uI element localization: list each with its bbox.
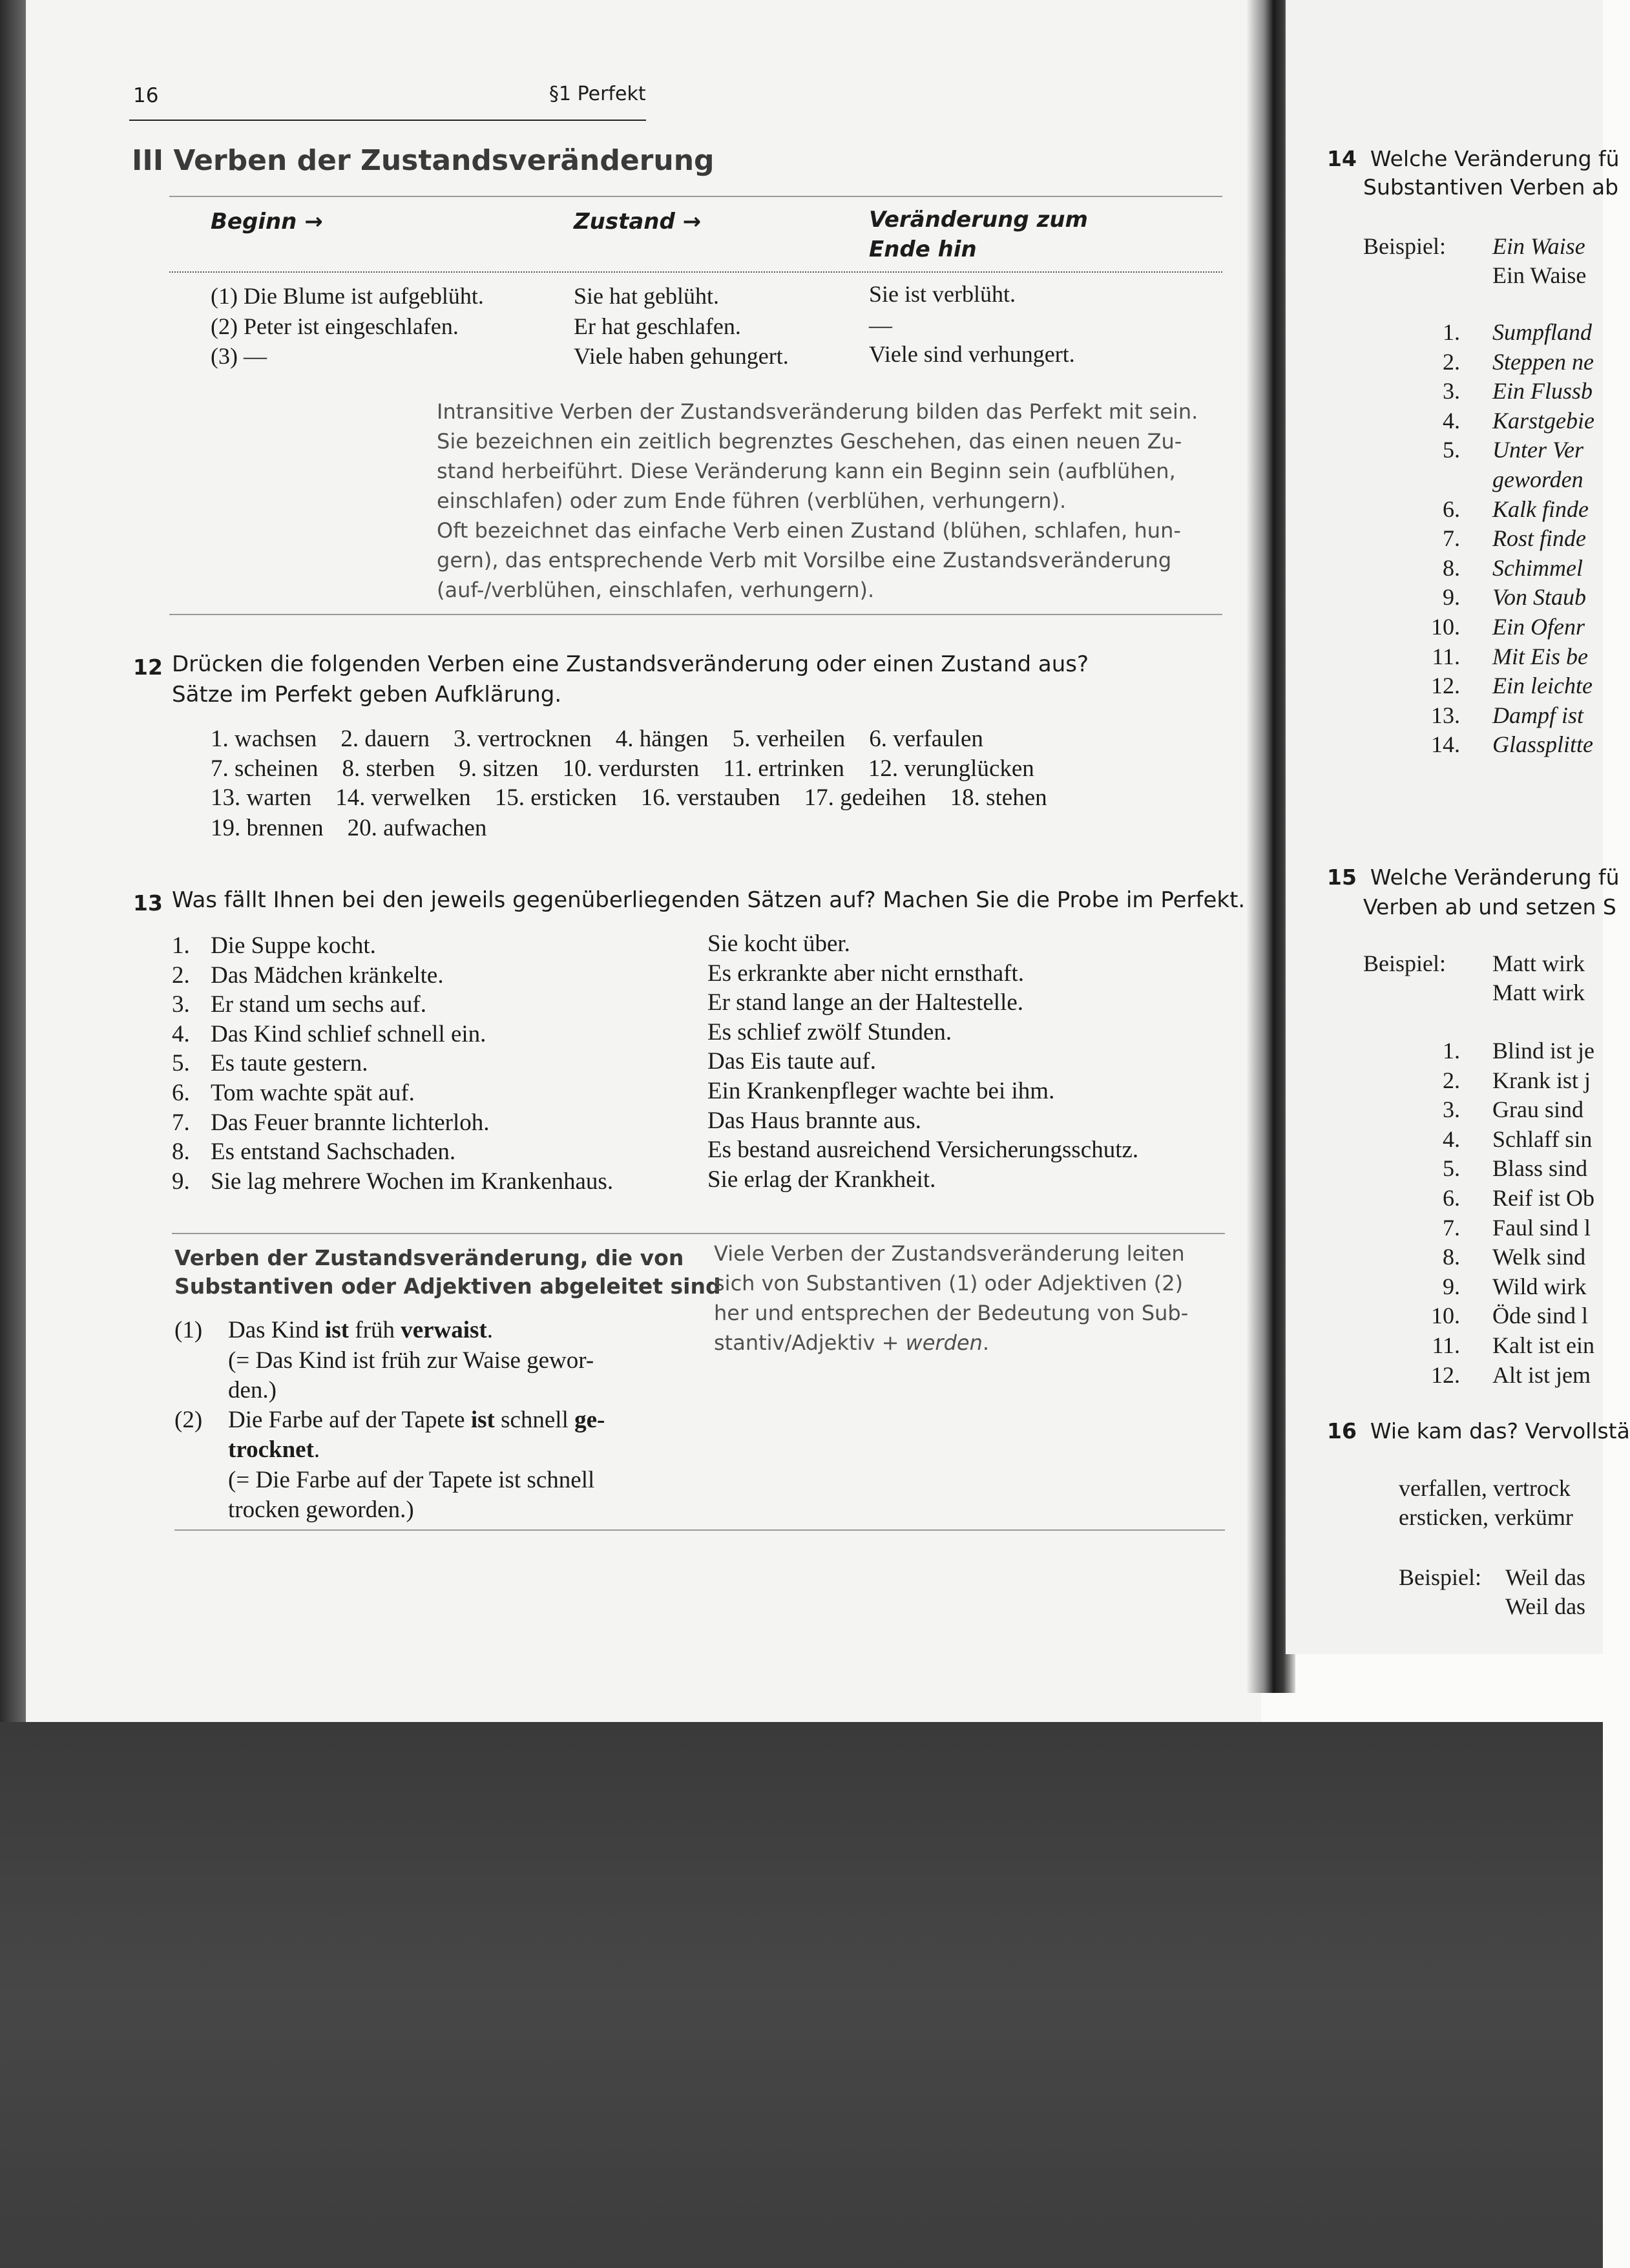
item-number: 11.	[1432, 644, 1460, 669]
exercise-instruction: Was fällt Ihnen bei den jeweils gegenüberliegenden Sätzen auf? Machen Sie die Probe im Perfekt.	[172, 887, 1246, 913]
exercise-number: 14	[1327, 146, 1357, 171]
word-list: verfallen, vertrock	[1399, 1475, 1571, 1501]
example-gloss: (= Das Kind ist früh zur Waise gewor-	[228, 1347, 594, 1374]
example-number: (2)	[174, 1407, 203, 1433]
item-number: 9.	[1443, 1274, 1460, 1299]
beispiel-label: Beispiel:	[1363, 950, 1446, 976]
item-number: 4.	[1443, 1126, 1460, 1152]
item-number: 8.	[172, 1139, 190, 1165]
item-number: 9.	[172, 1168, 190, 1195]
list-item: Sumpfland	[1492, 319, 1593, 345]
exercise-instruction: Substantiven Verben ab	[1363, 174, 1619, 200]
list-item: Krank ist j	[1492, 1067, 1591, 1093]
list-item: Öde sind l	[1492, 1303, 1588, 1328]
beispiel-text: Matt wirk	[1492, 950, 1585, 976]
right-sentence: Er stand lange an der Haltestelle.	[707, 989, 1024, 1016]
exercise-15-heading	[1327, 865, 1620, 890]
note-line: Sie bezeichnen ein zeitlich begrenztes Geschehen, das einen neuen Zu-	[437, 429, 1182, 454]
item-number: 13.	[1431, 702, 1460, 728]
item-number: 2.	[172, 962, 190, 989]
item-number: 2.	[1443, 349, 1460, 375]
left-sentence: Tom wachte spät auf.	[211, 1080, 415, 1106]
exercise-instruction: Welche Veränderung fü	[1370, 146, 1620, 171]
item-number: 12.	[1431, 1362, 1460, 1388]
list-item: Ein Ofenr	[1492, 614, 1585, 640]
item-number: 6.	[1443, 496, 1460, 522]
list-item: Ein Flussb	[1492, 378, 1593, 404]
box-bottom-rule	[174, 1529, 1225, 1531]
item-number: 1.	[1443, 319, 1460, 345]
exercise-instruction: Verben ab und setzen S	[1363, 894, 1616, 919]
table-cell: Er hat geschlafen.	[574, 313, 741, 339]
right-sentence: Das Eis taute auf.	[707, 1048, 876, 1075]
list-item: Reif ist Ob	[1492, 1185, 1594, 1211]
beispiel-label: Beispiel:	[1363, 233, 1446, 259]
item-number: 7.	[1443, 525, 1460, 551]
right-sentence: Es schlief zwölf Stunden.	[707, 1019, 952, 1045]
running-title: §1 Perfekt	[549, 83, 646, 105]
left-sentence: Es taute gestern.	[211, 1050, 368, 1076]
text-run-bold: ge-	[574, 1407, 605, 1433]
item-number: 1.	[172, 932, 190, 959]
item-number: 4.	[1443, 408, 1460, 434]
box-note-line: stantiv/Adjektiv + werden.	[714, 1330, 990, 1355]
exercise-instruction: Welche Veränderung fü	[1370, 865, 1620, 890]
item-number: 10.	[1431, 614, 1460, 640]
item-number: 6.	[172, 1080, 190, 1106]
note-line: Oft bezeichnet das einfache Verb einen Zustand (blühen, schlafen, hun-	[437, 518, 1181, 543]
note-line: stand herbeiführt. Diese Veränderung kann ein Beginn sein (aufblühen,	[437, 459, 1176, 483]
item-number: 3.	[172, 991, 190, 1018]
list-item: Glassplitte	[1492, 731, 1594, 757]
note-line: (auf-/verblühen, einschlafen, verhungern).	[437, 578, 875, 602]
table-cell: Viele sind verhungert.	[869, 341, 1075, 367]
list-item: Welk sind	[1492, 1244, 1586, 1270]
exercise-instruction: Sätze im Perfekt geben Aufklärung.	[172, 682, 562, 708]
item-number: 3.	[1443, 1097, 1460, 1122]
table-cell: (3) —	[211, 343, 267, 369]
left-sentence: Das Kind schlief schnell ein.	[211, 1021, 486, 1047]
list-item: Mit Eis be	[1492, 644, 1588, 669]
right-sentence: Es bestand ausreichend Versicherungsschutz.	[707, 1137, 1139, 1163]
text-run: schnell	[494, 1407, 575, 1433]
header-rule	[129, 120, 646, 121]
item-number: 1.	[1443, 1038, 1460, 1064]
example-sentence-cont	[228, 1436, 320, 1464]
list-item: Schlaff sin	[1492, 1126, 1593, 1152]
verb-list-line: 1. wachsen 2. dauern 3. vertrocknen 4. hängen 5. verheilen 6. verfaulen	[211, 726, 983, 752]
text-run: .	[313, 1436, 320, 1463]
left-sentence: Sie lag mehrere Wochen im Krankenhaus.	[211, 1168, 614, 1195]
list-item: Ein leichte	[1492, 673, 1593, 698]
box-top-rule	[172, 1233, 1225, 1234]
right-sentence: Ein Krankenpfleger wachte bei ihm.	[707, 1078, 1055, 1104]
exercise-number: 16	[1327, 1418, 1357, 1444]
beispiel-text: Weil das	[1505, 1564, 1586, 1590]
left-sentence: Die Suppe kocht.	[211, 932, 376, 959]
box-note-line: Viele Verben der Zustandsveränderung leiten	[714, 1241, 1185, 1266]
example-sentence	[228, 1316, 493, 1344]
text-run: früh	[349, 1317, 401, 1343]
header-beginn: Beginn →	[211, 209, 323, 235]
verb-list-line: 13. warten 14. verwelken 15. ersticken 16. verstauben 17. gedeihen 18. stehen	[211, 784, 1047, 811]
list-item: Karstgebie	[1492, 408, 1594, 434]
note-line: Intransitive Verben der Zustandsveränderung bilden das Perfekt mit sein.	[437, 399, 1198, 424]
verb-list-line: 7. scheinen 8. sterben 9. sitzen 10. verdursten 11. ertrinken 12. verunglücken	[211, 755, 1034, 782]
right-sentence: Sie kocht über.	[707, 930, 850, 957]
note-rule	[169, 614, 1222, 615]
scanner-background	[0, 1722, 1603, 2268]
beispiel-text: Matt wirk	[1492, 980, 1585, 1005]
list-item: Von Staub	[1492, 584, 1587, 610]
list-item: Rost finde	[1492, 525, 1586, 551]
item-number: 10.	[1431, 1303, 1460, 1328]
text-run-bold: verwaist	[401, 1317, 487, 1343]
right-sentence: Das Haus brannte aus.	[707, 1108, 921, 1134]
text-run-bold: ist	[325, 1317, 350, 1343]
verb-list-line: 19. brennen 20. aufwachen	[211, 815, 487, 841]
note-line: gern), das entsprechende Verb mit Vorsilbe eine Zustandsveränderung	[437, 548, 1172, 572]
list-item: Alt ist jem	[1492, 1362, 1591, 1388]
list-item: Wild wirk	[1492, 1274, 1587, 1299]
item-number: 5.	[172, 1050, 190, 1076]
table-cell: Viele haben gehungert.	[574, 343, 789, 369]
header-ende-hin: Ende hin	[869, 236, 977, 262]
page-number: 16	[133, 84, 159, 107]
word-list: ersticken, verkümr	[1399, 1504, 1573, 1530]
list-item: Kalt ist ein	[1492, 1332, 1594, 1358]
table-cell: (1) Die Blume ist aufgeblüht.	[211, 283, 484, 309]
header-veraenderung: Veränderung zum	[869, 207, 1088, 233]
list-item: Unter Ver	[1492, 437, 1583, 463]
item-number: 12.	[1431, 673, 1460, 698]
box-heading: Substantiven oder Adjektiven abgeleitet sind	[174, 1274, 721, 1299]
list-item: geworden	[1492, 467, 1583, 492]
item-number: 14.	[1431, 731, 1460, 757]
exercise-instruction: Drücken die folgenden Verben eine Zustandsveränderung oder einen Zustand aus?	[172, 651, 1089, 677]
right-sentence: Es erkrankte aber nicht ernsthaft.	[707, 960, 1025, 987]
item-number: 6.	[1443, 1185, 1460, 1211]
item-number: 7.	[1443, 1215, 1460, 1241]
box-note-line: her und entsprechen der Bedeutung von Sub-	[714, 1301, 1189, 1325]
item-number: 7.	[172, 1109, 190, 1136]
table-cell: —	[869, 312, 892, 338]
beispiel-label: Beispiel:	[1399, 1564, 1481, 1590]
section-title: III Verben der Zustandsveränderung	[132, 144, 715, 177]
exercise-16-heading	[1327, 1418, 1630, 1444]
text-run: Die Farbe auf der Tapete	[228, 1407, 471, 1433]
list-item: Kalk finde	[1492, 496, 1589, 522]
right-page	[1286, 0, 1630, 1654]
example-sentence	[228, 1406, 605, 1434]
text-run: Das Kind	[228, 1317, 326, 1343]
item-number: 5.	[1443, 1155, 1460, 1181]
item-number: 3.	[1443, 378, 1460, 404]
table-cell: Sie hat geblüht.	[574, 283, 719, 309]
example-number: (1)	[174, 1317, 203, 1343]
text-run-bold: ist	[470, 1407, 495, 1433]
list-item: Schimmel	[1492, 555, 1583, 581]
table-cell: (2) Peter ist eingeschlafen.	[211, 313, 459, 339]
exercise-number: 15	[1327, 865, 1357, 890]
item-number: 9.	[1443, 584, 1460, 610]
exercise-instruction: Wie kam das? Vervollstä	[1370, 1418, 1630, 1444]
list-item: Blass sind	[1492, 1155, 1588, 1181]
item-number: 8.	[1443, 1244, 1460, 1270]
text-run: .	[486, 1317, 494, 1343]
item-number: 5.	[1443, 437, 1460, 463]
left-sentence: Das Feuer brannte lichterloh.	[211, 1109, 490, 1136]
exercise-number: 13	[133, 890, 163, 916]
list-item: Dampf ist	[1492, 702, 1584, 728]
item-number: 11.	[1432, 1332, 1460, 1358]
beispiel-text: Ein Waise	[1492, 262, 1587, 288]
table-cell: Sie ist verblüht.	[869, 281, 1016, 307]
table-divider	[169, 271, 1222, 273]
right-sentence: Sie erlag der Krankheit.	[707, 1166, 936, 1193]
text-run-bold: trocknet	[228, 1436, 314, 1463]
exercise-14-heading	[1327, 146, 1620, 171]
left-sentence: Das Mädchen kränkelte.	[211, 962, 444, 989]
note-line: einschlafen) oder zum Ende führen (verblühen, verhungern).	[437, 488, 1067, 513]
header-zustand: Zustand →	[574, 209, 702, 235]
left-page	[26, 0, 1261, 1732]
example-gloss: den.)	[228, 1377, 277, 1403]
item-number: 8.	[1443, 555, 1460, 581]
box-note-line: sich von Substantiven (1) oder Adjektiven (2)	[714, 1271, 1184, 1296]
list-item: Faul sind l	[1492, 1215, 1591, 1241]
box-heading: Verben der Zustandsveränderung, die von	[174, 1245, 684, 1270]
section-rule	[169, 196, 1222, 197]
beispiel-text: Weil das	[1505, 1593, 1586, 1619]
left-sentence: Er stand um sechs auf.	[211, 991, 426, 1018]
exercise-number: 12	[133, 655, 163, 680]
list-item: Blind ist je	[1492, 1038, 1595, 1064]
list-item: Grau sind	[1492, 1097, 1583, 1122]
example-gloss: trocken geworden.)	[228, 1496, 414, 1523]
left-sentence: Es entstand Sachschaden.	[211, 1139, 456, 1165]
example-gloss: (= Die Farbe auf der Tapete ist schnell	[228, 1467, 595, 1493]
item-number: 2.	[1443, 1067, 1460, 1093]
beispiel-text: Ein Waise	[1492, 233, 1585, 259]
list-item: Steppen ne	[1492, 349, 1594, 375]
item-number: 4.	[172, 1021, 190, 1047]
